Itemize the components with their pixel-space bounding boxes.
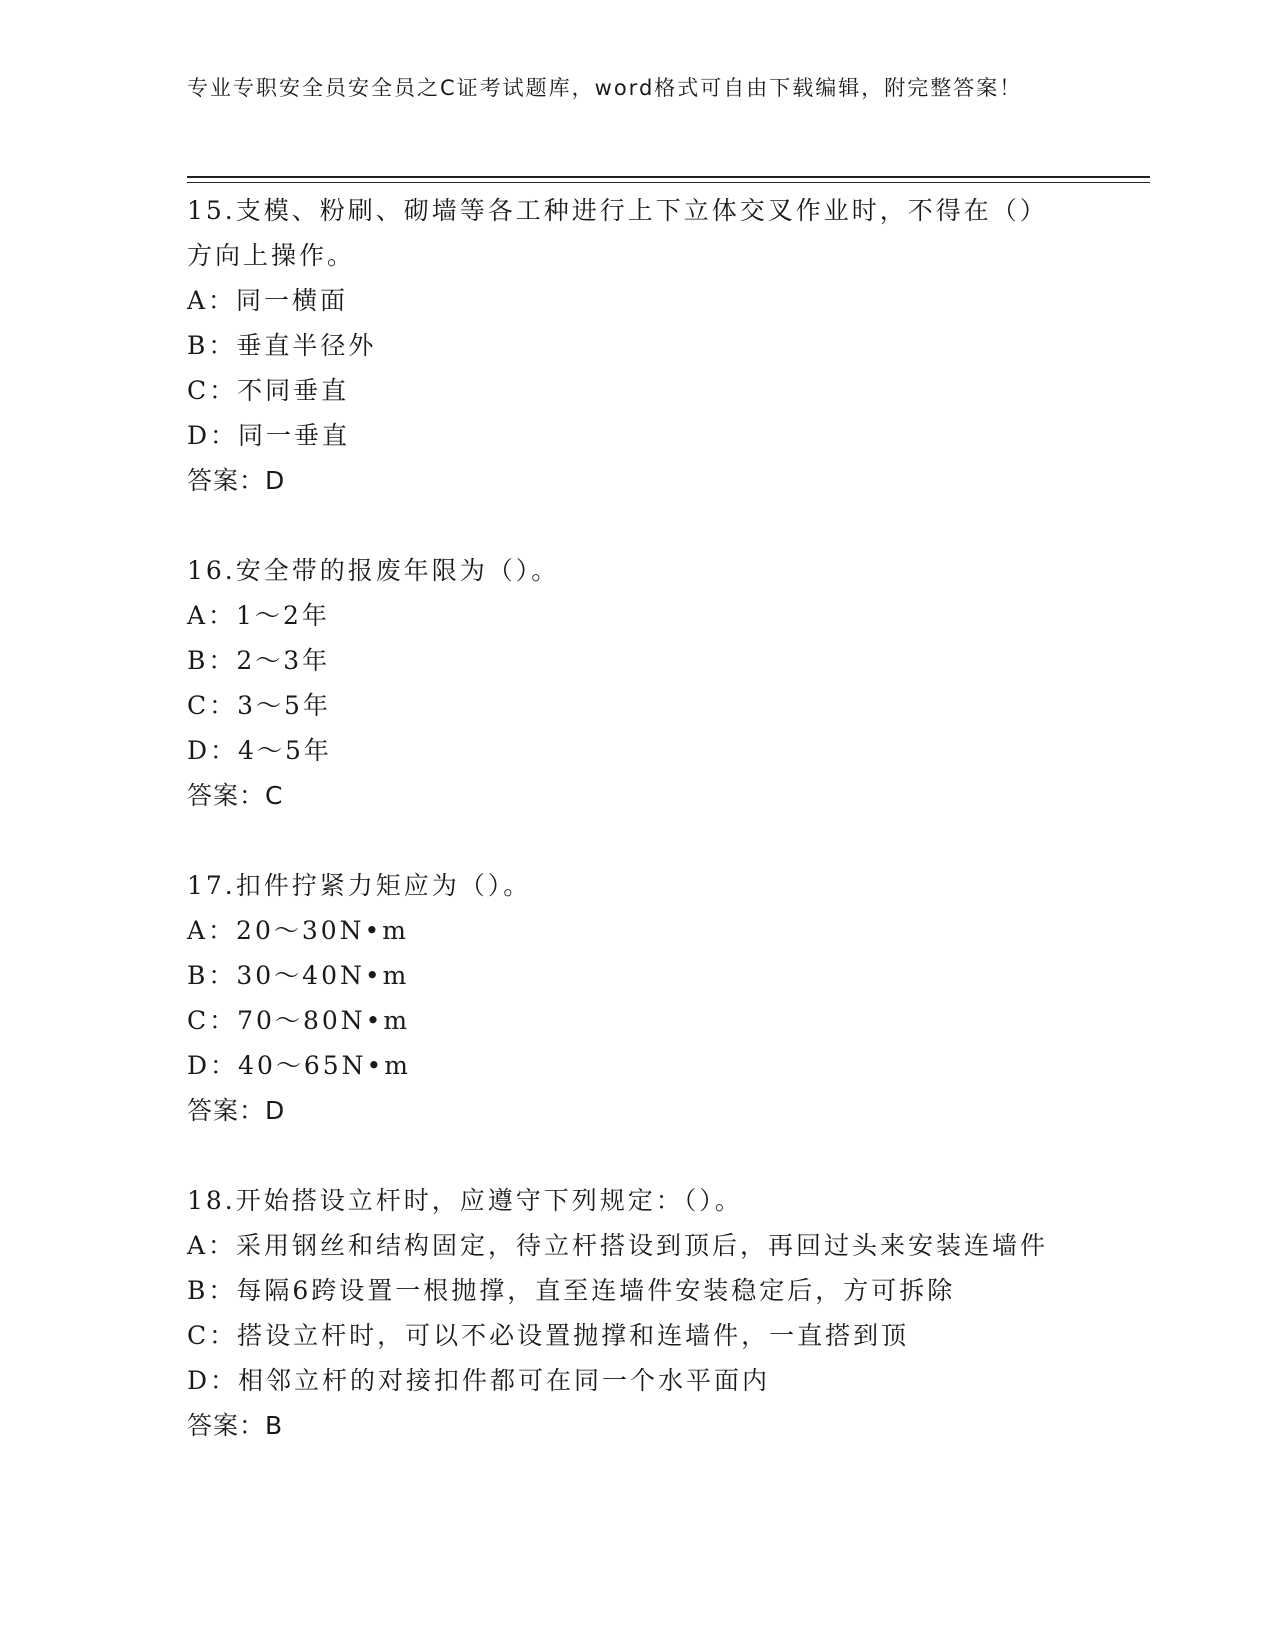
option-a: A：同一横面	[187, 286, 349, 315]
question-18	[187, 1178, 1087, 1448]
question-text: 16.安全带的报废年限为（）。	[187, 556, 560, 585]
option-a: A：采用钢丝和结构固定，待立杆搭设到顶后，再回过头来安装连墙件	[187, 1231, 1049, 1260]
answer: 答案：C	[187, 781, 284, 810]
answer: 答案：D	[187, 466, 286, 495]
option-d: D：相邻立杆的对接扣件都可在同一个水平面内	[187, 1366, 771, 1395]
option-d: D：4～5年	[187, 736, 332, 765]
header-divider-thick	[187, 176, 1150, 178]
option-b: B：垂直半径外	[187, 331, 377, 360]
option-c: C：搭设立杆时，可以不必设置抛撑和连墙件，一直搭到顶	[187, 1321, 910, 1350]
option-b: B：30～40N•m	[187, 961, 410, 990]
option-a: A：20～30N•m	[187, 916, 410, 945]
option-b: B：每隔6跨设置一根抛撑，直至连墙件安装稳定后，方可拆除	[187, 1276, 956, 1305]
option-d: D：40～65N•m	[187, 1051, 411, 1080]
option-b: B：2～3年	[187, 646, 331, 675]
question-text: 15.支模、粉刷、砌墙等各工种进行上下立体交叉作业时，不得在（）方向上操作。	[187, 196, 1048, 270]
question-text: 18.开始搭设立杆时，应遵守下列规定：（）。	[187, 1186, 743, 1215]
option-c: C：70～80N•m	[187, 1006, 411, 1035]
header-divider-thin	[187, 182, 1150, 183]
answer: 答案：B	[187, 1411, 284, 1440]
document-header: 专业专职安全员安全员之C证考试题库，word格式可自由下载编辑，附完整答案！	[187, 76, 1023, 100]
option-c: C：3～5年	[187, 691, 331, 720]
question-16	[187, 548, 1087, 818]
question-list	[187, 188, 1087, 1448]
answer: 答案：D	[187, 1096, 286, 1125]
question-15	[187, 188, 1087, 503]
option-c: C：不同垂直	[187, 376, 350, 405]
option-a: A：1～2年	[187, 601, 330, 630]
option-d: D：同一垂直	[187, 421, 351, 450]
question-17	[187, 863, 1087, 1133]
question-text: 17.扣件拧紧力矩应为（）。	[187, 871, 532, 900]
